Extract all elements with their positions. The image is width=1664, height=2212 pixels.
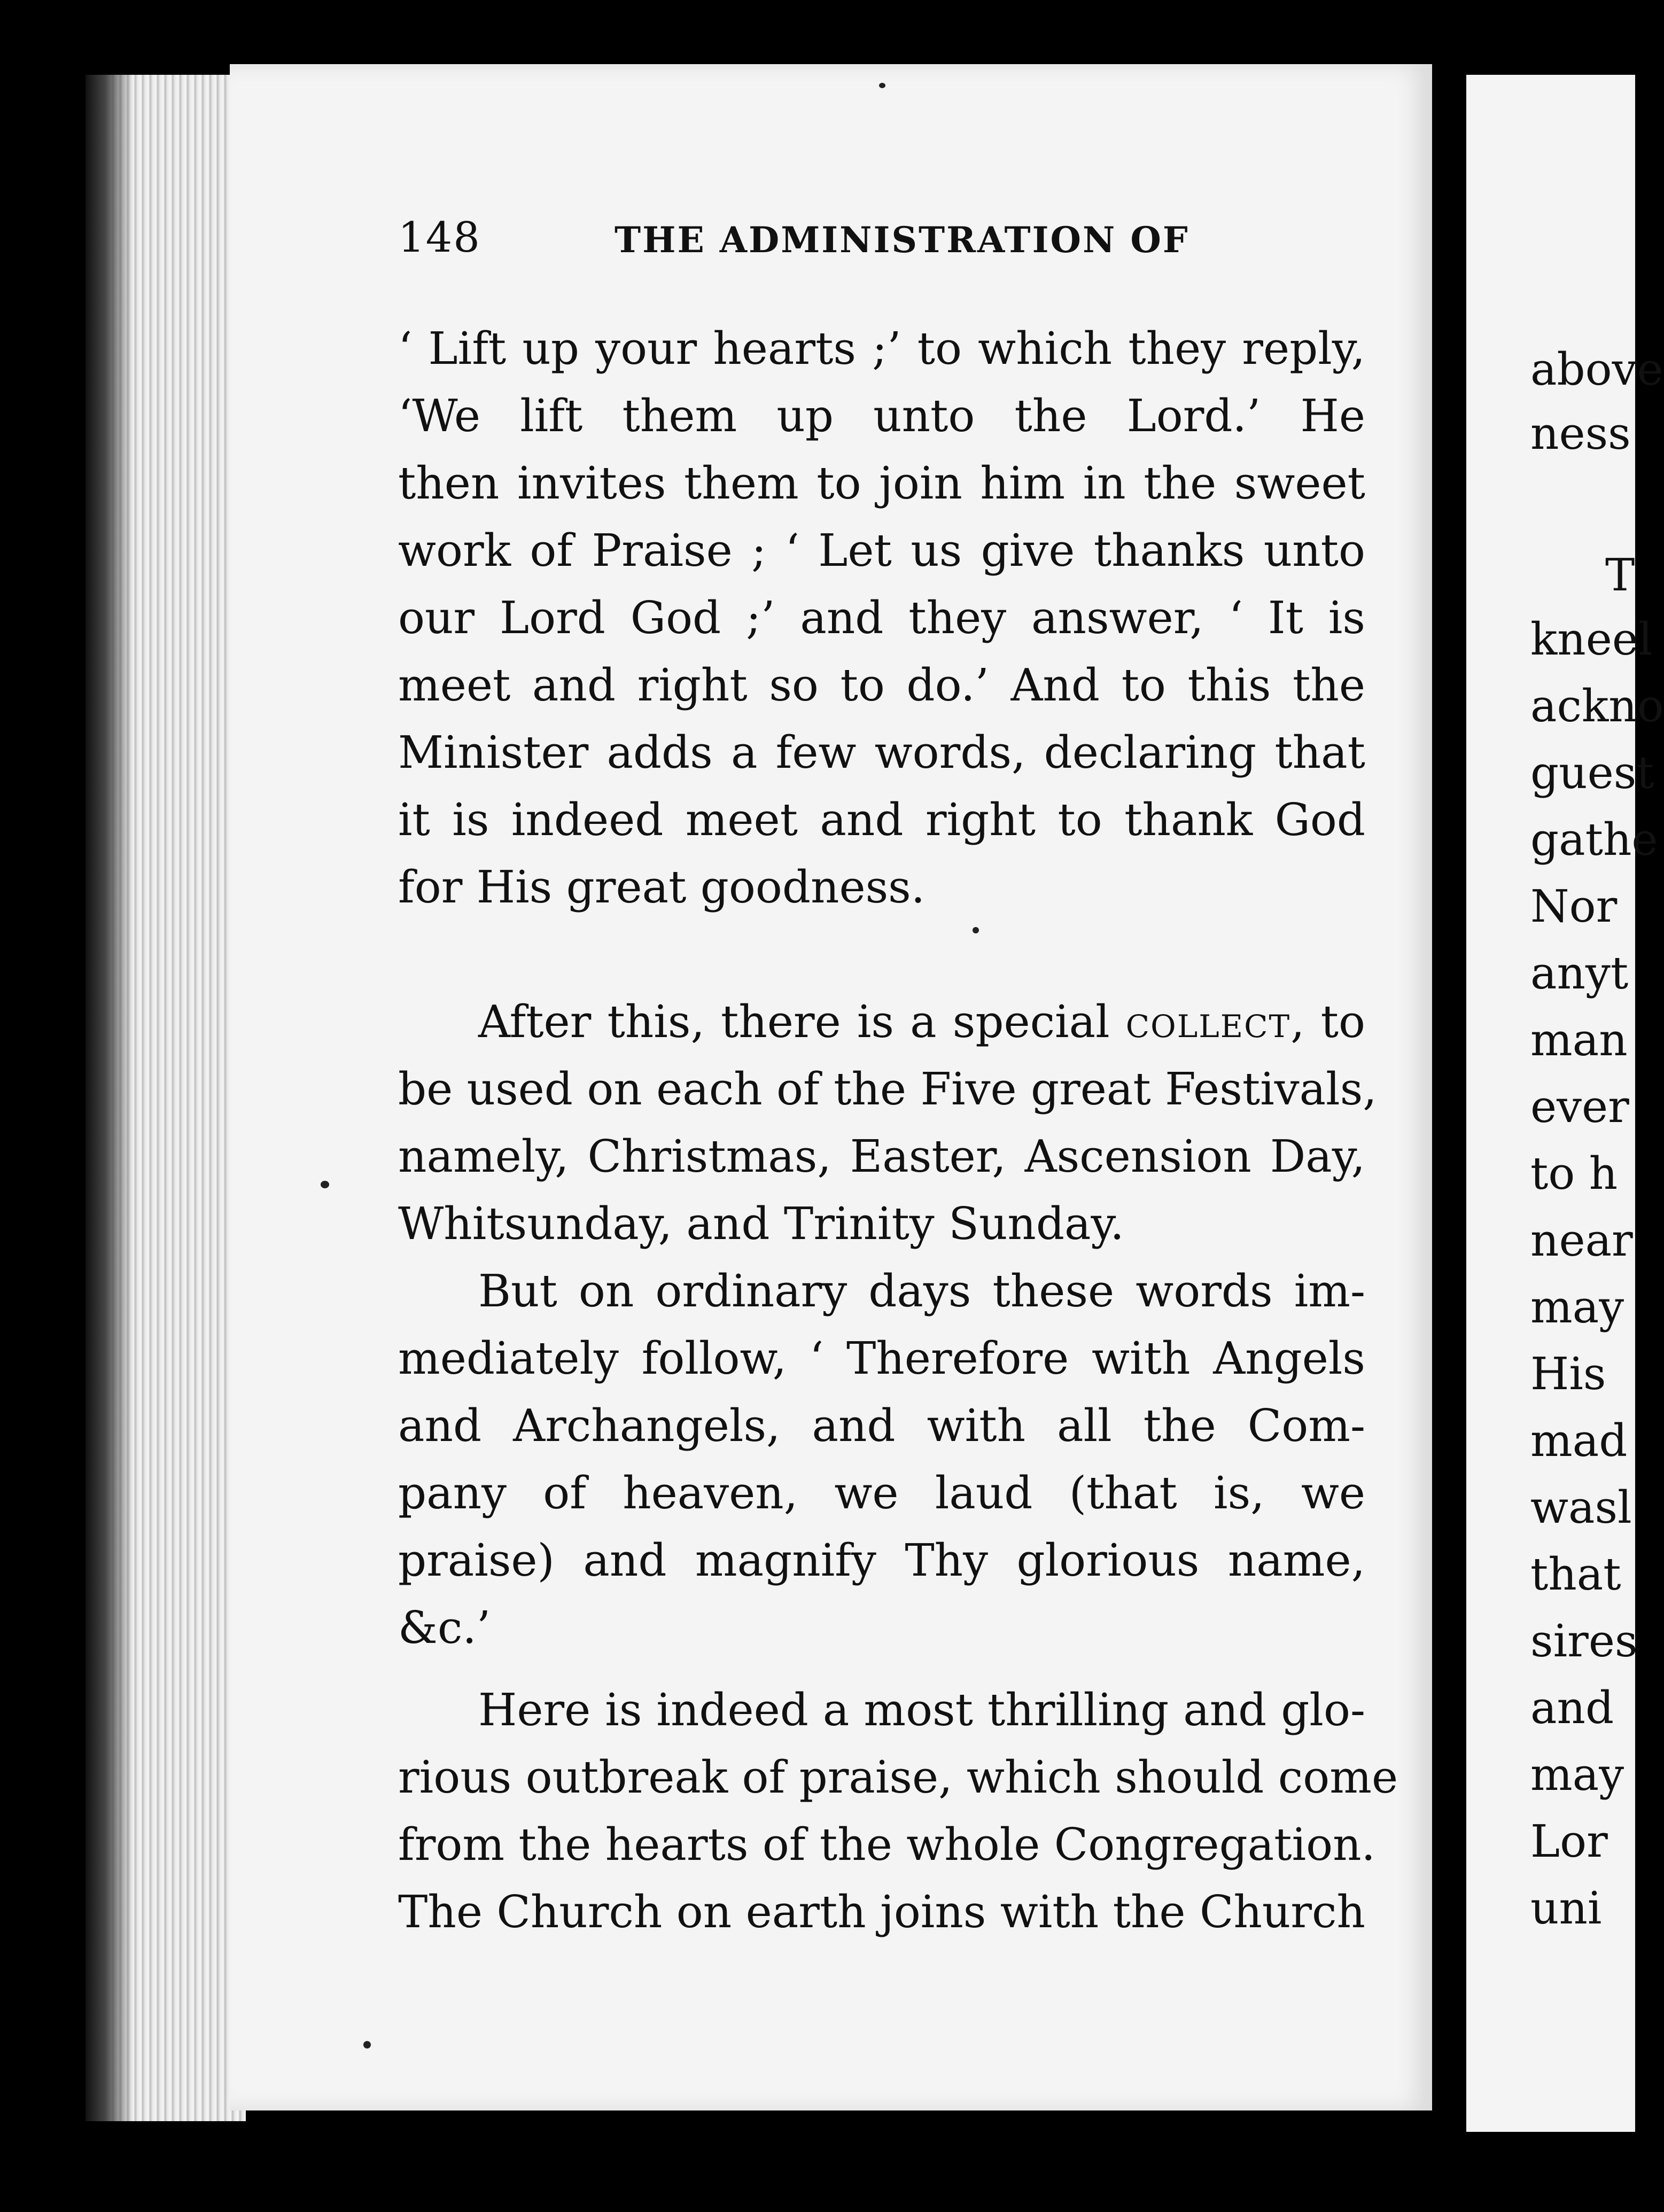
right-page — [1466, 75, 1664, 2132]
page-number: 148 — [398, 214, 481, 262]
right-fragment: wasl — [1530, 1482, 1632, 1533]
right-fragment: sires — [1530, 1615, 1638, 1667]
text-segment: , to — [1290, 996, 1366, 1048]
right-fragment: Nor — [1530, 881, 1618, 932]
paragraph-4 — [398, 1677, 1398, 1946]
text-line: Minister adds a few words, declaring that — [398, 727, 1365, 778]
scan-speck — [321, 1181, 329, 1188]
paragraph-1 — [398, 315, 1365, 921]
right-fragment: to h — [1530, 1148, 1618, 1200]
right-fragment: guest — [1530, 747, 1654, 799]
right-fragment: gathe — [1530, 814, 1658, 866]
text-line: But on ordinary days these words im- — [478, 1265, 1365, 1317]
paragraph-gap — [398, 921, 1365, 988]
scan-speck — [363, 2041, 371, 2049]
right-fragment: ackno — [1530, 680, 1664, 732]
text-line: ‘We lift them up unto the Lord.’ He — [398, 390, 1365, 442]
text-line: Here is indeed a most thrilling and glo- — [478, 1684, 1365, 1736]
text-line: be used on each of the Five great Festivals, — [398, 1063, 1377, 1115]
scan-speck — [973, 927, 979, 933]
text-line: from the hearts of the whole Congregation. — [398, 1819, 1375, 1871]
text-line: praise) and magnify Thy glorious name, — [398, 1535, 1365, 1586]
text-line — [398, 988, 1365, 1056]
right-fragment: anyt — [1530, 947, 1629, 999]
right-fragment: His — [1530, 1348, 1606, 1400]
book-gutter — [1432, 0, 1466, 2212]
right-fragment: ness — [1530, 408, 1631, 459]
text-line: and Archangels, and with all the Com- — [398, 1400, 1365, 1452]
right-fragment: ever — [1530, 1081, 1629, 1133]
text-line: namely, Christmas, Easter, Ascension Day, — [398, 1131, 1365, 1182]
text-line: &c.’ — [398, 1602, 491, 1654]
text-line: then invites them to join him in the sweet — [398, 457, 1365, 509]
page-edges-shadow — [85, 75, 134, 2121]
right-fragment: above — [1530, 344, 1663, 395]
text-line: for His great goodness. — [398, 861, 926, 913]
page-edges — [85, 75, 246, 2121]
text-line: pany of heaven, we laud (that is, we — [398, 1467, 1365, 1519]
right-fragment: and — [1530, 1682, 1614, 1734]
running-head: THE ADMINISTRATION OF — [615, 219, 1189, 261]
right-fragment: mad — [1530, 1415, 1628, 1467]
text-segment: After this, there is a special — [478, 996, 1126, 1048]
right-fragment: near — [1530, 1214, 1633, 1266]
text-line: work of Praise ; ‘ Let us give thanks unto — [398, 525, 1365, 577]
text-line: our Lord God ;’ and they answer, ‘ It is — [398, 592, 1365, 644]
right-fragment: man — [1530, 1014, 1628, 1066]
paragraph-2 — [398, 988, 1377, 1258]
text-line: The Church on earth joins with the Church — [398, 1886, 1365, 1938]
text-line: it is indeed meet and right to thank God — [398, 794, 1365, 846]
right-fragment: uni — [1530, 1882, 1602, 1934]
right-fragment: kneel — [1530, 613, 1653, 665]
right-fragment: may — [1530, 1749, 1624, 1801]
text-line: mediately follow, ‘ Therefore with Angels — [398, 1333, 1365, 1384]
text-line: ‘ Lift up your hearts ;’ to which they reply, — [398, 323, 1365, 375]
text-line: rious outbreak of praise, which should come — [398, 1751, 1398, 1803]
right-fragment: Lor — [1530, 1816, 1608, 1867]
text-line: Whitsunday, and Trinity Sunday. — [398, 1198, 1124, 1250]
paragraph-3 — [398, 1258, 1365, 1662]
right-fragment: may — [1530, 1281, 1624, 1333]
scan-speck — [879, 83, 885, 88]
smallcaps-term: collect — [1125, 996, 1291, 1048]
right-fragment: that — [1530, 1548, 1621, 1600]
body-text — [398, 315, 1398, 1946]
right-fragment: T — [1605, 549, 1635, 601]
text-line: meet and right so to do.’ And to this the — [398, 659, 1365, 711]
